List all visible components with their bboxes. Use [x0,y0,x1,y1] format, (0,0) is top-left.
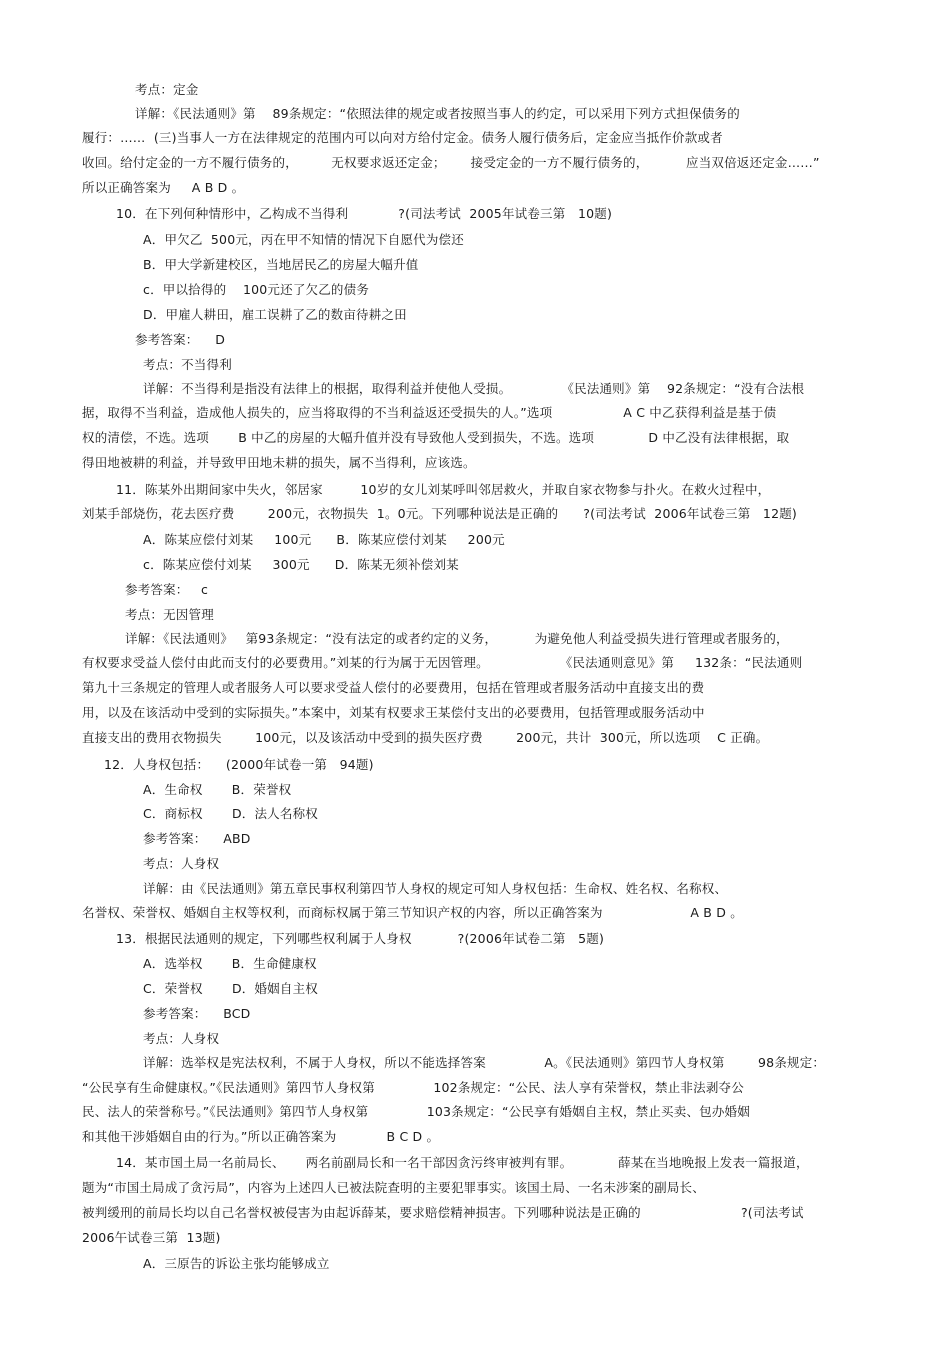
text-line: 名誉权、荣誉权、婚姻自主权等权利，而商标权属于第三节知识产权的内容，所以正确答案为 A B D 。 [82,905,743,920]
text-line: 2006午试卷三第 13题) [82,1230,221,1245]
text-line: 和其他干涉婚姻自由的行为。”所以正确答案为 B C D 。 [82,1129,440,1144]
text-line: 详解：不当得利是指没有法律上的根据，取得利益并使他人受损。 《民法通则》第 92条规定：“没有合法根 [143,381,805,396]
text-line: 被判缓刑的前局长均以自己名誉权被侵害为由起诉薛某，要求赔偿精神损害。下列哪种说法是正确的 ?(司法考试 [82,1205,804,1220]
question-title: 11．陈某外出期间家中失火，邻居家 10岁的女儿刘某呼叫邻居救火，并取自家衣物参与扑火。在救火过程中， [116,482,771,497]
option-line: C．荣誉权 D．婚姻自主权 [143,981,318,996]
option-line: D．甲雇人耕田，雇工误耕了乙的数亩待耕之田 [143,307,407,322]
text-line: 履行：…… (三)当事人一方在法律规定的范围内可以向对方给付定金。债务人履行债务后，定金应当抵作价款或者 [82,130,723,145]
text-line: 所以正确答案为 A B D 。 [82,180,245,195]
text-line: 有权要求受益人偿付由此而支付的必要费用。”刘某的行为属于无因管理。 《民法通则意见》第 132条：“民法通则 [82,655,803,670]
text-line: “公民享有生命健康权。”《民法通则》第四节人身权第 102条规定：“公民、法人享有荣誉权，禁止非法剥夺公 [82,1080,744,1095]
text-line: 直接支出的费用衣物损失 100元，以及该活动中受到的损失医疗费 200元，共计 300元，所以选项 C 正确。 [82,730,769,745]
option-line: c．甲以拾得的 100元还了欠乙的债务 [143,282,370,297]
text-line: 详解：《民法通则》第 89条规定：“依照法律的规定或者按照当事人的约定，可以采用下列方式担保债务的 [135,106,740,121]
text-line: 考点：无因管理 [125,607,214,622]
option-line: A．选举权 B．生命健康权 [143,956,317,971]
text-line: 民、法人的荣誉称号。”《民法通则》第四节人身权第 103条规定：“公民享有婚姻自主权，禁止买卖、包办婚姻 [82,1104,750,1119]
option-line: A．甲欠乙 500元，丙在甲不知情的情况下自愿代为偿还 [143,232,464,247]
question-title: 10．在下列何种情形中，乙构成不当得利 ?(司法考试 2005年试卷三第 10题) [116,206,613,221]
option-line: B．甲大学新建校区，当地居民乙的房屋大幅升值 [143,257,419,272]
answer-line: 参考答案： D [135,332,226,347]
text-line: 考点：人身权 [143,856,220,871]
text-line: 用，以及在该活动中受到的实际损失。”本案中，刘某有权要求王某偿付支出的必要费用，包括管理或服务活动中 [82,705,705,720]
text-line: 详解：由《民法通则》第五章民事权利第四节人身权的规定可知人身权包括：生命权、姓名权、名称权、 [143,881,728,896]
question-title: 14．某市国土局一名前局长、 两名前副局长和一名干部因贪污终审被判有罪。 薛某在当地晚报上发表一篇报道， [116,1155,809,1170]
text-line: 考点：人身权 [143,1031,220,1046]
text-line: 考点：定金 [135,82,199,97]
text-line: 得田地被耕的利益，并导致甲田地未耕的损失，属不当得利，应该选。 [82,455,476,470]
answer-line: 参考答案： c [125,582,209,597]
text-line: 刘某手部烧伤，花去医疗费 200元，衣物损失 1。0元。下列哪种说法是正确的 ?(司法考试 2006年试卷三第 12题) [82,506,798,521]
option-line: A．生命权 B．荣誉权 [143,782,292,797]
answer-line: 参考答案： ABD [143,831,251,846]
option-line: A．陈某应偿付刘某 100元 B．陈某应偿付刘某 200元 [143,532,505,547]
text-line: 据，取得不当利益，造成他人损失的，应当将取得的不当利益返还受损失的人。”选项 A C 中乙获得利益是基于债 [82,405,777,420]
text-line: 详解：选举权是宪法权利，不属于人身权，所以不能选择答案 A。《民法通则》第四节人身权第 98条规定： [143,1055,826,1070]
option-line: c．陈某应偿付刘某 300元 D．陈某无须补偿刘某 [143,557,459,572]
text-line: 题为“市国土局成了贪污局”，内容为上述四人已被法院查明的主要犯罪事实。该国土局、一名未涉案的副局长、 [82,1180,705,1195]
text-line: 权的清偿，不选。选项 B 中乙的房屋的大幅升值并没有导致他人受到损失，不选。选项 D 中乙没有法律根据，取 [82,430,790,445]
text-line: 考点：不当得利 [143,357,232,372]
question-title: 12．人身权包括： (2000年试卷一第 94题) [104,757,374,772]
question-title: 13．根据民法通则的规定，下列哪些权利属于人身权 ?(2006年试卷二第 5题) [116,931,605,946]
answer-line: 参考答案： BCD [143,1006,251,1021]
text-line: 详解：《民法通则》 第93条规定：“没有法定的或者约定的义务， 为避免他人利益受损失进行管理或者服务的， [125,631,789,646]
text-line: 第九十三条规定的管理人或者服务人可以要求受益人偿付的必要费用，包括在管理或者服务活动中直接支出的费 [82,680,705,695]
text-line: 收回。给付定金的一方不履行债务的， 无权要求返还定金； 接受定金的一方不履行债务的， 应当双倍返还定金……” [82,155,820,170]
option-line: C．商标权 D．法人名称权 [143,806,318,821]
option-line: A．三原告的诉讼主张均能够成立 [143,1256,330,1271]
